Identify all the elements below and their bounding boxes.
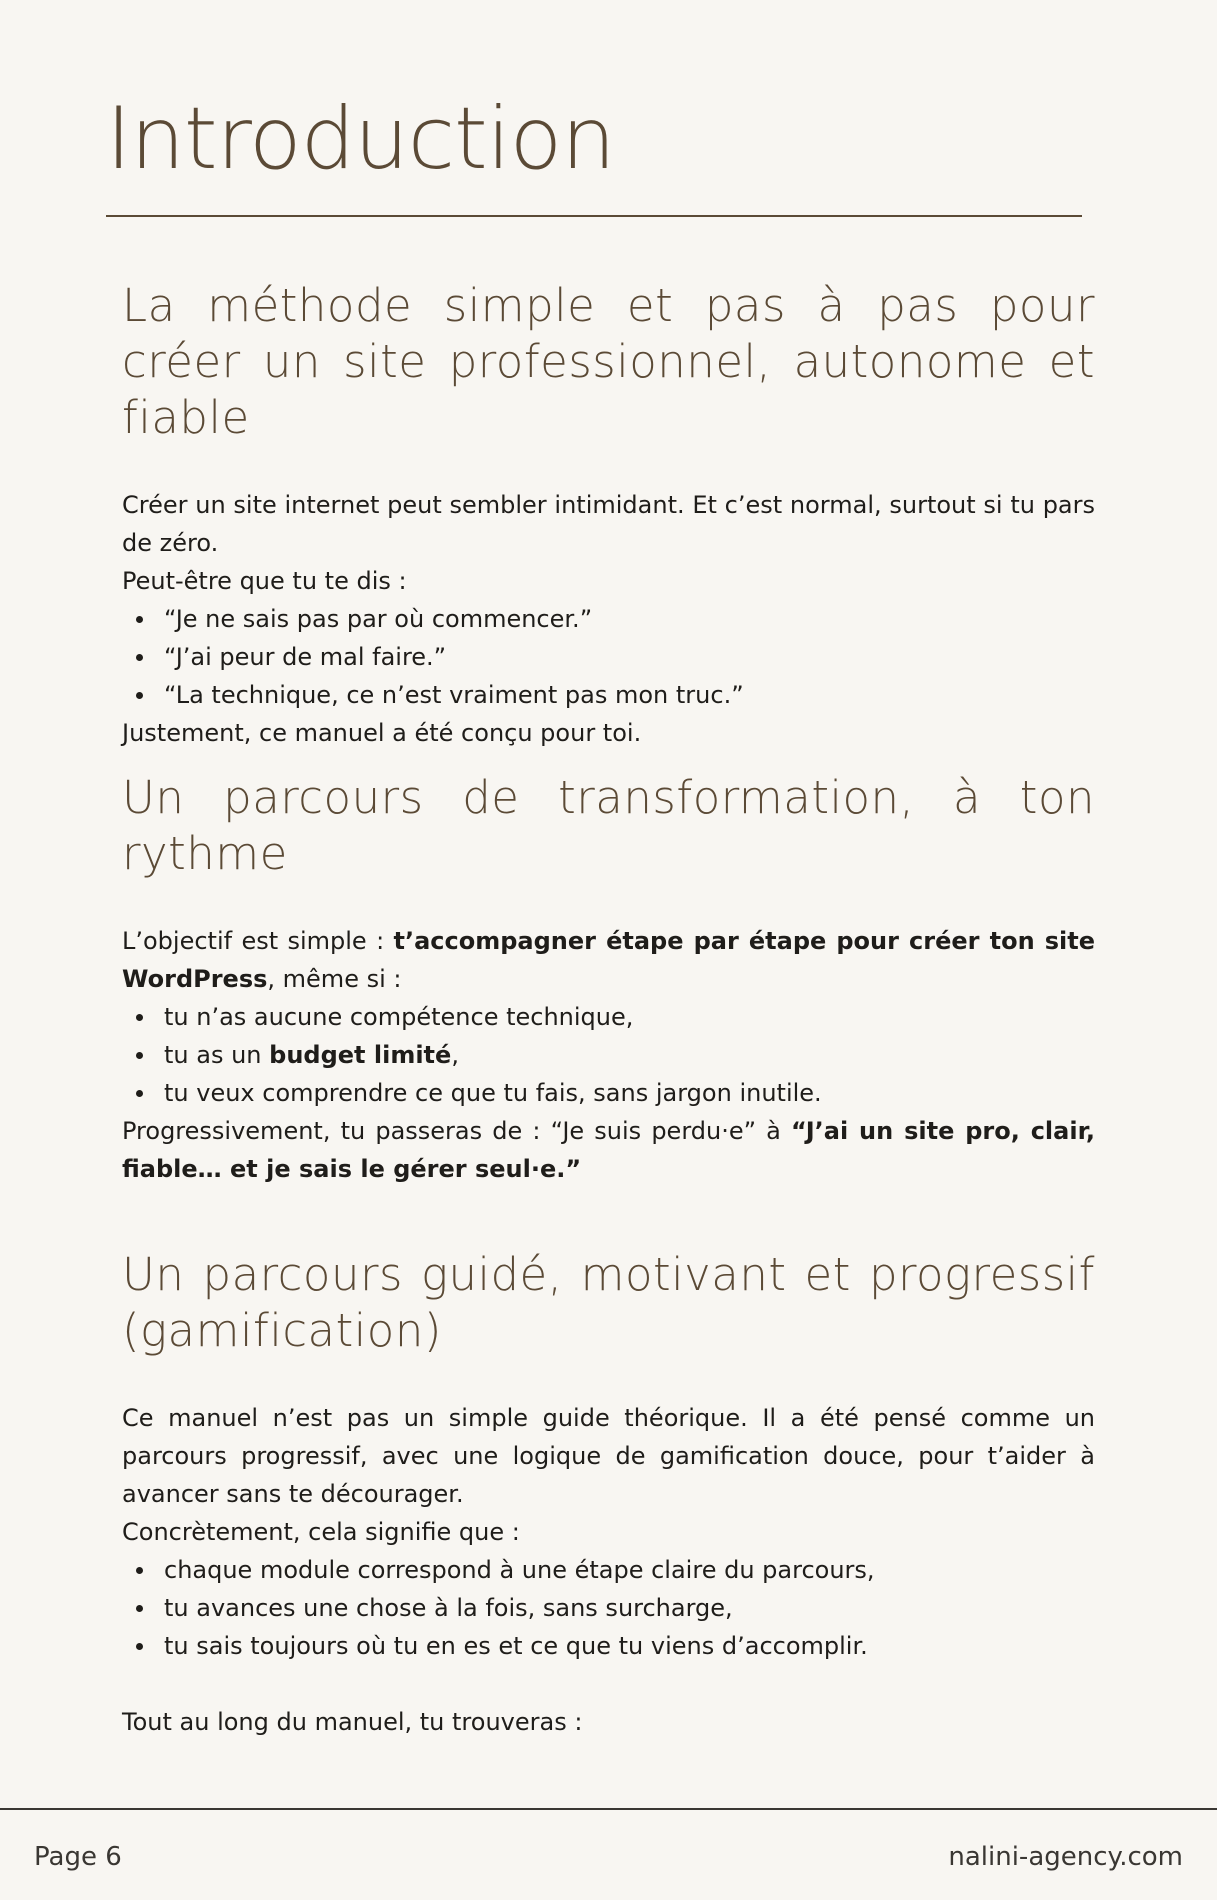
- text: Progressivement, tu passeras de : “Je suis perdu·e” à: [122, 1117, 792, 1145]
- bullet-list: [122, 1551, 1095, 1665]
- footer-website: nalini-agency.com: [948, 1842, 1183, 1872]
- paragraph: [122, 922, 1095, 998]
- section-body: [122, 922, 1095, 1188]
- text: , même si :: [267, 965, 402, 993]
- section-heading: Un parcours de transformation, à ton rythme: [122, 771, 1095, 880]
- section-gamification: [122, 1247, 1095, 1741]
- paragraph: Concrètement, cela signifie que :: [122, 1518, 520, 1546]
- list-item: “J’ai peur de mal faire.”: [122, 638, 1095, 676]
- footer-divider: [0, 1808, 1217, 1810]
- paragraph: Créer un site internet peut sembler intimidant. Et c’est normal, surtout si tu pars de zéro.: [122, 491, 1095, 557]
- list-item: tu sais toujours où tu en es et ce que tu viens d’accomplir.: [122, 1627, 1095, 1665]
- page-number: Page 6: [34, 1842, 122, 1872]
- list-item: [122, 1036, 1095, 1074]
- list-item: tu avances une chose à la fois, sans surcharge,: [122, 1589, 1095, 1627]
- page-title: Introduction: [106, 89, 615, 189]
- list-item: “Je ne sais pas par où commencer.”: [122, 600, 1095, 638]
- paragraph: Tout au long du manuel, tu trouveras :: [122, 1708, 583, 1736]
- section-heading: Un parcours guidé, motivant et progressif (gamification): [122, 1248, 1095, 1357]
- list-item: tu veux comprendre ce que tu fais, sans jargon inutile.: [122, 1074, 1095, 1112]
- emphasis: t’accompagner étape par étape pour créer ton site WordPress: [122, 927, 1095, 993]
- emphasis: “J’ai un site pro, clair, fiable… et je sais le gérer seul·e.”: [122, 1117, 1095, 1183]
- emphasis: budget limité: [269, 1041, 452, 1069]
- section-heading: La méthode simple et pas à pas pour créer un site professionnel, autonome et fiable: [122, 279, 1095, 444]
- title-divider: [106, 215, 1082, 217]
- list-item: chaque module correspond à une étape claire du parcours,: [122, 1551, 1095, 1589]
- bullet-list: [122, 600, 1095, 714]
- paragraph: Ce manuel n’est pas un simple guide théorique. Il a été pensé comme un parcours progressif, avec une logique de gamification douce, pour t’aider à avancer sans te décourager.: [122, 1404, 1095, 1508]
- section-body: [122, 486, 1095, 752]
- section-body: [122, 1399, 1095, 1741]
- paragraph: [122, 1112, 1095, 1188]
- paragraph: Peut-être que tu te dis :: [122, 567, 407, 595]
- text: ,: [451, 1041, 459, 1069]
- section-methode: [122, 278, 1095, 752]
- text: tu as un: [164, 1041, 270, 1069]
- section-transformation: [122, 770, 1095, 1188]
- list-item: tu n’as aucune compétence technique,: [122, 998, 1095, 1036]
- paragraph: Justement, ce manuel a été conçu pour toi.: [122, 719, 642, 747]
- list-item: “La technique, ce n’est vraiment pas mon truc.”: [122, 676, 1095, 714]
- text: L’objectif est simple :: [122, 927, 394, 955]
- bullet-list: [122, 998, 1095, 1112]
